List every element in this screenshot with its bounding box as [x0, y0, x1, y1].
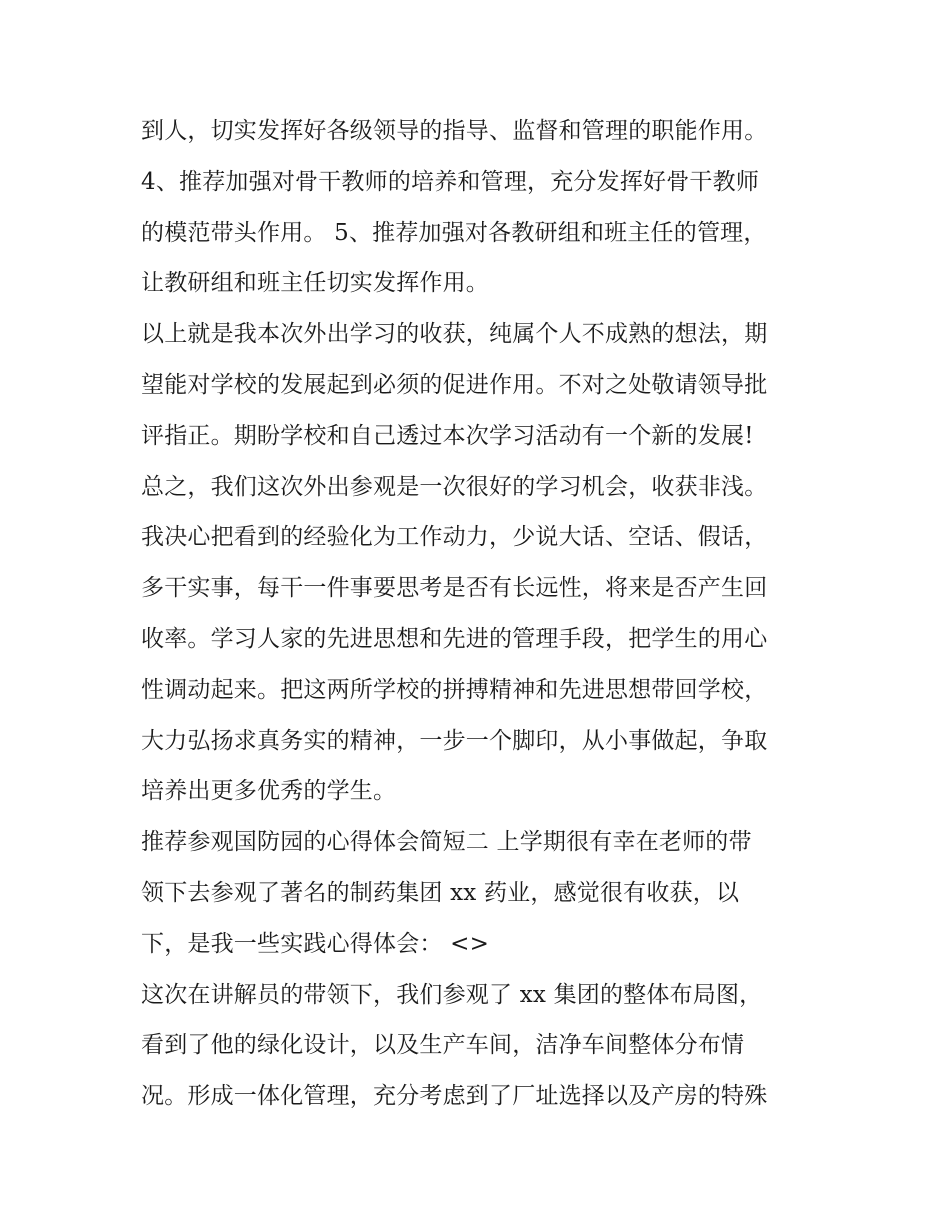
text-line: 培养出更多优秀的学生。 — [141, 778, 397, 805]
text-line: 总之，我们这次外出参观是一次很好的学习机会，收获非浅。 — [141, 473, 768, 500]
text-line: 下，是我一些实践心得体会： <> — [141, 930, 490, 957]
text-line: 这次在讲解员的带领下，我们参观了 xx 集团的整体布局图， — [141, 981, 763, 1008]
text-line: 多干实事，每干一件事要思考是否有长远性，将来是否产生回 — [141, 575, 768, 602]
text-line: 的模范带头作用。 5、推荐加强对各教研组和班主任的管理， — [141, 219, 767, 246]
text-line: 大力弘扬求真务实的精神，一步一个脚印，从小事做起，争取 — [141, 727, 768, 754]
text-line: 望能对学校的发展起到必须的促进作用。不对之处敬请领导批 — [141, 371, 768, 398]
text-line: 况。形成一体化管理，充分考虑到了厂址选择以及产房的特殊 — [141, 1083, 768, 1110]
text-line: 评指正。期盼学校和自己透过本次学习活动有一个新的发展! — [141, 422, 754, 449]
text-line: 4、推荐加强对骨干教师的培养和管理，充分发挥好骨干教师 — [141, 168, 760, 195]
text-line: 收率。学习人家的先进思想和先进的管理手段，把学生的用心 — [141, 625, 768, 652]
text-line: 看到了他的绿化设计，以及生产车间，洁净车间整体分布情 — [141, 1032, 745, 1059]
text-line: 以上就是我本次外出学习的收获，纯属个人不成熟的想法，期 — [141, 321, 768, 348]
document-body — [141, 106, 821, 1122]
text-line: 我决心把看到的经验化为工作动力，少说大话、空话、假话， — [141, 524, 768, 551]
text-line: 性调动起来。把这两所学校的拼搏精神和先进思想带回学校， — [141, 676, 768, 703]
text-line: 让教研组和班主任切实发挥作用。 — [141, 270, 489, 297]
text-line: 到人，切实发挥好各级领导的指导、监督和管理的职能作用。 — [141, 118, 768, 144]
text-line: 推荐参观国防园的心得体会简短二 上学期很有幸在老师的带 — [141, 829, 752, 856]
text-line: 领下去参观了著名的制药集团 xx 药业，感觉很有收获，以 — [141, 879, 740, 906]
